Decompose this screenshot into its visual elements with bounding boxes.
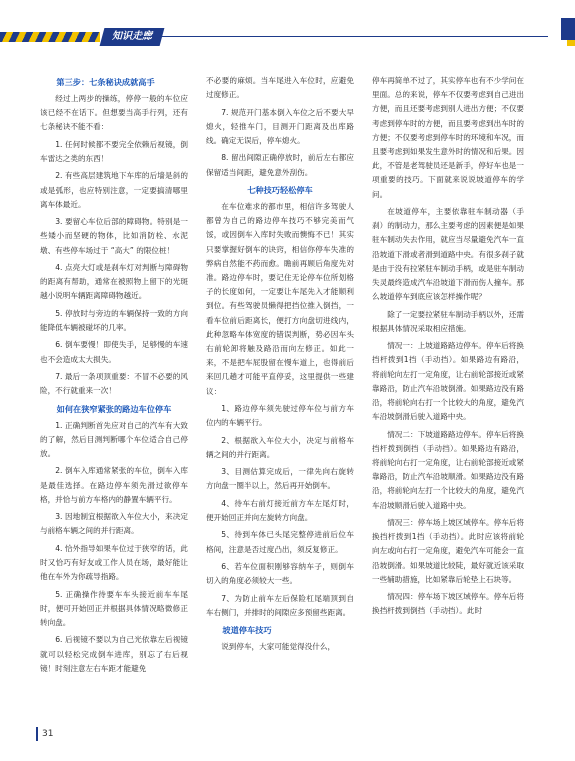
paragraph: 7、为防止前车左后保险杠尾端顶到自车右侧门，并排时的间隙应多预留些距离。 [206,593,354,617]
paragraph: 在坡道停车，主要依靠驻车制动器（手刹）的制动力，那么主要考虑的因素便是如果驻车制动失去作用，就应当尽量避免汽车一直沿坡道下滑或者滑到道路中央。有很多刹子就是由于没有拉紧驻车制动手柄，或是驻车制动失灵最终造成汽车沿坡道下滑而伤人撞车。那么坡道停车到底应该怎样操作呢？ [372,207,524,302]
article-column-2 [206,74,354,658]
paragraph: 4、待车右前灯接近前方车左尾灯时，便开始回正并向左旋转方向盘。 [206,498,354,522]
paragraph: 3、目测估算完成后，一律先向右旋转方向盘一圈半以上，然后再开始倒车。 [206,467,354,491]
section-heading: 七种技巧轻松停车 [247,184,313,195]
section-heading: 坡道停车技巧 [222,625,272,636]
section-heading: 第三步：七条秘诀成就高手 [56,77,155,87]
page-number: 31 [36,727,53,741]
paragraph: 6、若车位面积刚够容纳车子，则倒车切入的角度必须较大一些。 [206,561,354,586]
paragraph: 7. 最后一条项顶重要：不冒不必要的风险，不行就重来一次！ [40,371,188,396]
paragraph: 6. 后视镜不要以为自己光依靠左后视镜就可以轻松完成倒车进库，别忘了右后视镜！时刻注意左右车距才能避免 [40,635,188,673]
corner-tab-decoration [561,18,575,40]
article-column-1 [40,74,188,679]
paragraph: 情况四：停车场下坡区域停车。停车后将换挡杆拨到倒挡（手动挡）。此时 [372,592,524,616]
paragraph: 情况二：下坡道路路边停车。停车后将换挡杆拨到倒挡（手动挡）。如果路边有路沿，将前轮向右打一定角度，让右前轮部接近或紧靠路沿，防止汽车沿坡顺滑。如果路边没有路沿，将前轮向左打一个比较大的角度，避免汽车沿坡顺滑后驶入道路中央。 [372,429,524,510]
paragraph: 1. 任何时候都不要完全依赖后视镜，倒车雷达之类的东西！ [40,139,188,163]
paragraph: 7. 规范开门基本倒入车位之后不要大早熄火，轻推车门，目测开门距离及出库路线。确定无误后，停车熄火。 [206,107,354,145]
paragraph: 情况一：上坡道路路边停车。停车后将换挡杆拨到1挡（手动挡）。如果路边有路沿，将前轮向左打一定角度，让右前轮部接近或紧靠路沿，防止汽车沿坡倒滑。如果路边没有路沿，将前轮向右打一个比较大的角度，避免汽车沿坡倒滑后驶入道路中央。 [372,341,524,422]
paragraph: 5. 正确操作待要车车头接近前车车尾时，便可开始回正并根据具体情况略微修正转向盘。 [40,589,188,627]
paragraph: 5、待到车体已头尾完整停进前后位车格间，注意是否过度凸出，须反复修正。 [206,530,354,554]
paragraph: 2、根据欲入车位大小，决定与前格车辆之间的并行距离。 [206,435,354,459]
paragraph: 5. 停放时与旁边的车辆保持一致的方向能降低车辆被碰坏的几率。 [40,308,188,332]
paragraph: 在车位难求的都市里，相信许多驾驶人都曾为自己的路边停车技巧不够完美而气馁，或因倒车入库时失败而懊悔不已！其实只要掌握好倒车的诀窍，相信你停车失准的弊病自然能不药而愈。瞻前再顾后角度先对准。路边停车时，要记住无论停车位所划格子的长度如何，一定要让车尾先入才能顺利到位。有些驾驶员懒得把挡位推入倒挡，一看车位前后距离长，便打方向盘切进线内，此种忽略车体宽度的错误判断，势必因车头右前轮卸将触及路沿而向左修正。如此一来，不是把车屁股留在慢车道上，也得前后来回几趟才可能平直停妥，这里提供一些建议： [206,201,354,396]
paragraph: 停车再简单不过了，其实停车也有不少学问在里面。总的来说，停车不仅要考虑到自己进出方便，而且还要考虑到别人进出方便；不仅要考虑到停车时的方便，而且要考虑到出车时的方便；不仅要考虑到停车时的环境和车况，而且要考虑到如果发生意外时的情况和后果。因此，不管是老驾驶员还是新手，停好车也是一项重要的技巧。下面就来说说坡道停车的学问。 [372,76,524,199]
paragraph: 8. 留出间隙正确停放时，前后左右都应保留适当间距，避免意外刮伤。 [206,153,354,177]
paragraph: 1、路边停车须先驶过停车位与前方车位内的车辆平行。 [206,404,354,428]
paragraph: 3. 要留心车位后部的障碍物。特别是一些矮小而坚硬的物体，比如消防栓、水泥墩、有些停车场过于 “高大” 的限位桩！ [40,217,188,255]
paragraph: 3. 因地制宜根据欲入车位大小，来决定与前格车辆之间的并行距离。 [40,512,188,536]
article-column-3 [372,74,524,622]
paragraph: 1. 正确判断首先应对自己的汽车有大致的了解，然后目测判断哪个车位适合自己停放。 [40,420,188,458]
paragraph: 说到停车，大家可能觉得没什么， [221,642,336,652]
header-rule [138,36,548,37]
paragraph: 除了一定要拉紧驻车制动手柄以外，还需根据具体情况采取相应措施。 [372,309,524,333]
paragraph: 6. 倒车要慢！即使失手，足够慢的车速也不会造成太大损失。 [40,340,188,364]
section-label: 知识走廊 [112,31,152,42]
section-heading: 如何在狭窄紧张的路边车位停车 [56,403,172,414]
paragraph: 4. 恰外指导如果车位过于狭窄的话，此时又恰巧有好友或工作人员在场，最好能让他在车外为你疏导指路。 [40,543,188,582]
paragraph: 2. 倒车入库通常紧张的车位，倒车入库是最佳选择。在路边停车须先滑过欲停车格，并恰与前方车格内的静置车辆平行。 [40,466,188,504]
paragraph: 2. 有些高层建筑地下车库的后墙是斜的或是弧形，也应特别注意，一定要搞清哪里离车体最近。 [40,171,188,209]
section-badge [100,28,165,46]
paragraph: 不必要的麻烦。当车尾进入车位时，应避免过度修正。 [206,76,354,100]
paragraph: 4. 点亮大灯或是刹车灯对判断与障碍物的距离有帮助，通常在被照物上留下的光斑越小说明车辆距离障碍物越近。 [40,262,188,301]
page-header [0,0,575,58]
paragraph: 经过上两步的操练，停停一般的车位应该已经不在话下。但想要当高手行列，还有七条秘诀不能不看： [40,94,188,132]
header-stripe-decoration [0,32,100,42]
paragraph: 情况三：停车场上坡区域停车。停车后将换挡杆拨到1挡（手动挡）。此时应该将前轮向左或向右打一定角度，避免汽车可能会一直沿坡倒滑。如果坡道比较陡，最好就近该采取一些辅助措施，比如紧靠后轮垫上石块等。 [372,518,524,584]
